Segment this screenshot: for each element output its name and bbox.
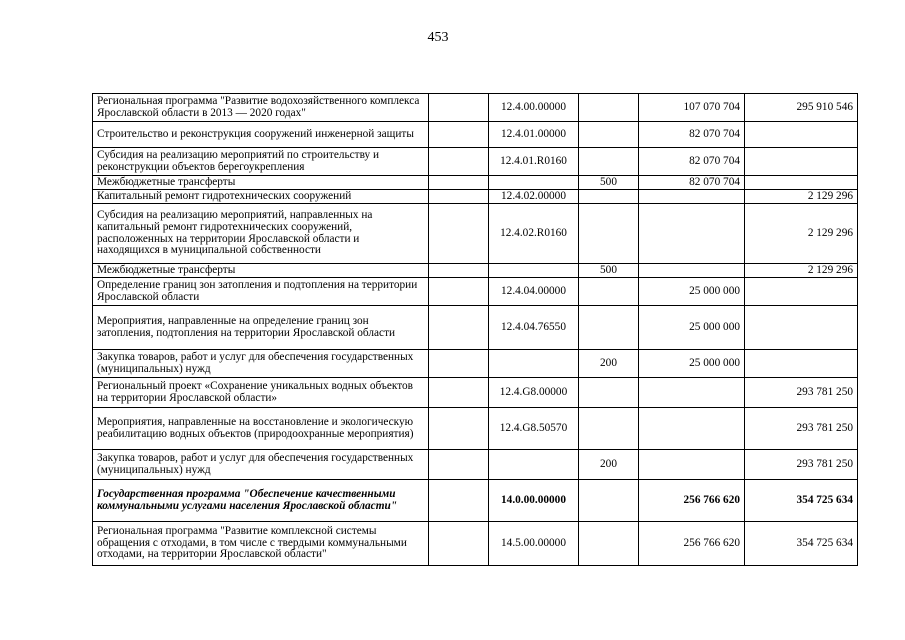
row-blank-cell bbox=[429, 190, 489, 204]
row-amount-2-cell bbox=[745, 306, 858, 350]
table-row bbox=[93, 522, 858, 566]
row-blank-cell bbox=[429, 378, 489, 408]
row-blank-cell bbox=[429, 522, 489, 566]
table-row bbox=[93, 190, 858, 204]
row-code-cell: 14.5.00.00000 bbox=[489, 522, 579, 566]
row-expense-type-cell bbox=[579, 306, 639, 350]
row-name-cell: Субсидия на реализацию мероприятий, направленных на капитальный ремонт гидротехнических сооружений, расположенных на территории Ярославской области и находящихся в муниципальной собственности bbox=[93, 204, 429, 264]
row-amount-1-cell: 256 766 620 bbox=[639, 480, 745, 522]
row-amount-2-cell: 354 725 634 bbox=[745, 480, 858, 522]
row-code-cell bbox=[489, 176, 579, 190]
row-name-cell: Закупка товаров, работ и услуг для обеспечения государственных (муниципальных) нужд bbox=[93, 450, 429, 480]
row-amount-1-cell: 107 070 704 bbox=[639, 94, 745, 122]
row-amount-1-cell: 256 766 620 bbox=[639, 522, 745, 566]
row-amount-1-cell bbox=[639, 378, 745, 408]
row-code-cell: 12.4.G8.50570 bbox=[489, 408, 579, 450]
row-blank-cell bbox=[429, 176, 489, 190]
row-amount-1-cell bbox=[639, 264, 745, 278]
row-expense-type-cell bbox=[579, 190, 639, 204]
row-amount-1-cell bbox=[639, 450, 745, 480]
row-amount-2-cell: 293 781 250 bbox=[745, 408, 858, 450]
row-amount-2-cell: 2 129 296 bbox=[745, 264, 858, 278]
row-expense-type-cell bbox=[579, 148, 639, 176]
page-number: 453 bbox=[427, 30, 449, 45]
row-amount-1-cell: 82 070 704 bbox=[639, 122, 745, 148]
budget-table-body bbox=[93, 94, 858, 566]
row-name-cell: Определение границ зон затопления и подтопления на территории Ярославской области bbox=[93, 278, 429, 306]
row-expense-type-cell bbox=[579, 408, 639, 450]
row-code-cell: 12.4.02.R0160 bbox=[489, 204, 579, 264]
row-name-cell: Межбюджетные трансферты bbox=[93, 176, 429, 190]
row-code-cell bbox=[489, 350, 579, 378]
row-amount-2-cell bbox=[745, 278, 858, 306]
row-expense-type-cell bbox=[579, 278, 639, 306]
row-name-cell: Региональная программа "Развитие комплексной системы обращения с отходами, в том числе с твердыми коммунальными отходами, на территории Ярославской области" bbox=[93, 522, 429, 566]
row-expense-type-cell bbox=[579, 94, 639, 122]
row-amount-2-cell: 295 910 546 bbox=[745, 94, 858, 122]
row-name-cell: Мероприятия, направленные на определение границ зон затопления, подтопления на территории Ярославской области bbox=[93, 306, 429, 350]
row-blank-cell bbox=[429, 148, 489, 176]
row-code-cell: 12.4.01.00000 bbox=[489, 122, 579, 148]
row-amount-2-cell: 293 781 250 bbox=[745, 378, 858, 408]
table-row bbox=[93, 408, 858, 450]
row-name-cell: Региональная программа "Развитие водохозяйственного комплекса Ярославской области в 2013 — 2020 годах" bbox=[93, 94, 429, 122]
row-expense-type-cell: 200 bbox=[579, 450, 639, 480]
row-code-cell: 12.4.04.76550 bbox=[489, 306, 579, 350]
table-row bbox=[93, 122, 858, 148]
row-amount-2-cell: 2 129 296 bbox=[745, 190, 858, 204]
row-code-cell: 14.0.00.00000 bbox=[489, 480, 579, 522]
table-row bbox=[93, 94, 858, 122]
row-blank-cell bbox=[429, 278, 489, 306]
row-name-cell: Государственная программа "Обеспечение качественными коммунальными услугами населения Ярославской области" bbox=[93, 480, 429, 522]
row-amount-2-cell bbox=[745, 122, 858, 148]
row-amount-2-cell: 2 129 296 bbox=[745, 204, 858, 264]
row-amount-1-cell: 25 000 000 bbox=[639, 278, 745, 306]
row-code-cell: 12.4.04.00000 bbox=[489, 278, 579, 306]
row-amount-2-cell: 293 781 250 bbox=[745, 450, 858, 480]
row-amount-1-cell bbox=[639, 190, 745, 204]
row-code-cell: 12.4.01.R0160 bbox=[489, 148, 579, 176]
row-code-cell bbox=[489, 264, 579, 278]
table-row bbox=[93, 204, 858, 264]
row-amount-1-cell: 82 070 704 bbox=[639, 176, 745, 190]
row-name-cell: Региональный проект «Сохранение уникальных водных объектов на территории Ярославской области» bbox=[93, 378, 429, 408]
row-amount-1-cell: 25 000 000 bbox=[639, 350, 745, 378]
row-amount-1-cell bbox=[639, 408, 745, 450]
row-name-cell: Закупка товаров, работ и услуг для обеспечения государственных (муниципальных) нужд bbox=[93, 350, 429, 378]
row-blank-cell bbox=[429, 264, 489, 278]
row-blank-cell bbox=[429, 450, 489, 480]
row-blank-cell bbox=[429, 350, 489, 378]
row-expense-type-cell: 500 bbox=[579, 176, 639, 190]
row-expense-type-cell: 200 bbox=[579, 350, 639, 378]
row-name-cell: Мероприятия, направленные на восстановление и экологическую реабилитацию водных объектов (природоохранные мероприятия) bbox=[93, 408, 429, 450]
row-expense-type-cell bbox=[579, 378, 639, 408]
row-amount-1-cell bbox=[639, 204, 745, 264]
table-row bbox=[93, 306, 858, 350]
table-row bbox=[93, 378, 858, 408]
row-blank-cell bbox=[429, 408, 489, 450]
row-blank-cell bbox=[429, 122, 489, 148]
row-expense-type-cell: 500 bbox=[579, 264, 639, 278]
row-blank-cell bbox=[429, 306, 489, 350]
row-code-cell bbox=[489, 450, 579, 480]
row-blank-cell bbox=[429, 204, 489, 264]
row-name-cell: Капитальный ремонт гидротехнических сооружений bbox=[93, 190, 429, 204]
table-row bbox=[93, 278, 858, 306]
row-blank-cell bbox=[429, 480, 489, 522]
table-row bbox=[93, 176, 858, 190]
row-amount-1-cell: 82 070 704 bbox=[639, 148, 745, 176]
row-expense-type-cell bbox=[579, 480, 639, 522]
row-code-cell: 12.4.00.00000 bbox=[489, 94, 579, 122]
row-amount-1-cell: 25 000 000 bbox=[639, 306, 745, 350]
row-name-cell: Межбюджетные трансферты bbox=[93, 264, 429, 278]
table-row bbox=[93, 480, 858, 522]
row-expense-type-cell bbox=[579, 122, 639, 148]
row-name-cell: Субсидия на реализацию мероприятий по строительству и реконструкции объектов берегоукрепления bbox=[93, 148, 429, 176]
row-amount-2-cell bbox=[745, 350, 858, 378]
row-blank-cell bbox=[429, 94, 489, 122]
table-row bbox=[93, 350, 858, 378]
row-code-cell: 12.4.G8.00000 bbox=[489, 378, 579, 408]
row-code-cell: 12.4.02.00000 bbox=[489, 190, 579, 204]
table-row bbox=[93, 264, 858, 278]
row-amount-2-cell: 354 725 634 bbox=[745, 522, 858, 566]
row-amount-2-cell bbox=[745, 148, 858, 176]
budget-table bbox=[92, 93, 858, 566]
table-row bbox=[93, 148, 858, 176]
row-name-cell: Строительство и реконструкция сооружений инженерной защиты bbox=[93, 122, 429, 148]
row-amount-2-cell bbox=[745, 176, 858, 190]
row-expense-type-cell bbox=[579, 204, 639, 264]
row-expense-type-cell bbox=[579, 522, 639, 566]
table-row bbox=[93, 450, 858, 480]
